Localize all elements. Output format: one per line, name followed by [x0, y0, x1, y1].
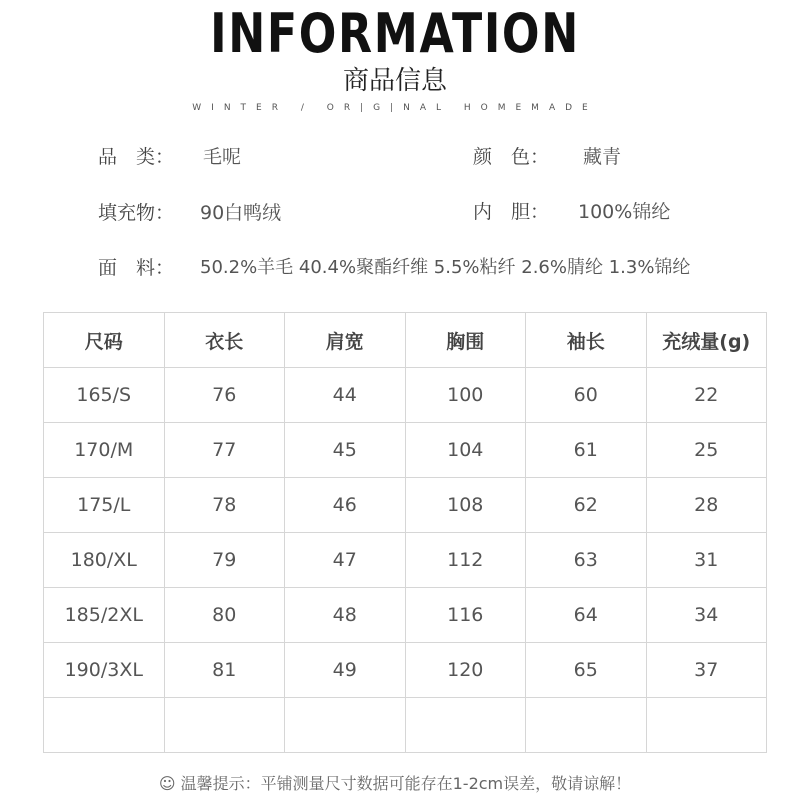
table-cell: 112	[405, 533, 526, 588]
table-row-empty	[44, 698, 767, 753]
table-cell: 77	[164, 423, 285, 478]
table-cell: 64	[526, 588, 647, 643]
table-cell	[44, 698, 165, 753]
table-cell	[164, 698, 285, 753]
size-table	[43, 312, 767, 753]
lining-value: 100%锦纶	[578, 201, 671, 223]
header-fill: 充绒量(g)	[646, 313, 767, 368]
table-cell: 100	[405, 368, 526, 423]
category-value: 毛呢	[203, 146, 242, 168]
table-cell: 79	[164, 533, 285, 588]
table-cell: 80	[164, 588, 285, 643]
table-cell: 120	[405, 643, 526, 698]
filling-label: 填充物：	[98, 202, 175, 224]
table-cell	[285, 698, 406, 753]
fabric-label: 面 料：	[98, 257, 175, 279]
table-row	[44, 423, 767, 478]
table-row	[44, 643, 767, 698]
table-row	[44, 588, 767, 643]
measurement-note: ☺ 温馨提示：平铺测量尺寸数据可能存在1-2cm误差，敬请谅解！	[158, 774, 632, 793]
table-cell: 170/M	[44, 423, 165, 478]
fabric-value: 50.2%羊毛 40.4%聚酯纤维 5.5%粘纤 2.6%腈纶 1.3%锦纶	[200, 257, 691, 278]
header-chest: 胸围	[405, 313, 526, 368]
color-value: 藏青	[583, 146, 622, 168]
table-cell	[646, 698, 767, 753]
page-subtitle: 商品信息	[342, 66, 447, 96]
table-cell: 28	[646, 478, 767, 533]
table-cell: 116	[405, 588, 526, 643]
table-cell: 165/S	[44, 368, 165, 423]
table-cell: 25	[646, 423, 767, 478]
table-cell: 62	[526, 478, 647, 533]
table-cell: 104	[405, 423, 526, 478]
table-cell: 180/XL	[44, 533, 165, 588]
table-row	[44, 478, 767, 533]
table-cell: 175/L	[44, 478, 165, 533]
lining-label: 内 胆：	[473, 201, 550, 223]
table-header-row	[44, 313, 767, 368]
table-cell: 31	[646, 533, 767, 588]
table-cell: 49	[285, 643, 406, 698]
header-shoulder: 肩宽	[285, 313, 406, 368]
table-cell: 37	[646, 643, 767, 698]
table-cell: 22	[646, 368, 767, 423]
table-cell: 46	[285, 478, 406, 533]
table-row	[44, 368, 767, 423]
table-cell: 65	[526, 643, 647, 698]
page-title: INFORMATION	[210, 2, 580, 65]
table-cell: 78	[164, 478, 285, 533]
table-cell: 60	[526, 368, 647, 423]
table-cell: 61	[526, 423, 647, 478]
table-cell: 47	[285, 533, 406, 588]
header-sleeve: 袖长	[526, 313, 647, 368]
table-cell: 108	[405, 478, 526, 533]
table-cell: 63	[526, 533, 647, 588]
header-size: 尺码	[44, 313, 165, 368]
table-cell: 34	[646, 588, 767, 643]
table-cell: 185/2XL	[44, 588, 165, 643]
category-label: 品 类：	[98, 146, 175, 168]
filling-value: 90白鸭绒	[200, 202, 282, 224]
table-cell: 190/3XL	[44, 643, 165, 698]
table-row	[44, 533, 767, 588]
table-cell: 48	[285, 588, 406, 643]
tagline: WINTER / OR|G|NAL HOMEMADE	[192, 103, 598, 113]
table-cell: 44	[285, 368, 406, 423]
table-cell	[526, 698, 647, 753]
table-cell: 76	[164, 368, 285, 423]
color-label: 颜 色：	[473, 146, 550, 168]
header-length: 衣长	[164, 313, 285, 368]
table-cell: 45	[285, 423, 406, 478]
table-cell	[405, 698, 526, 753]
table-cell: 81	[164, 643, 285, 698]
